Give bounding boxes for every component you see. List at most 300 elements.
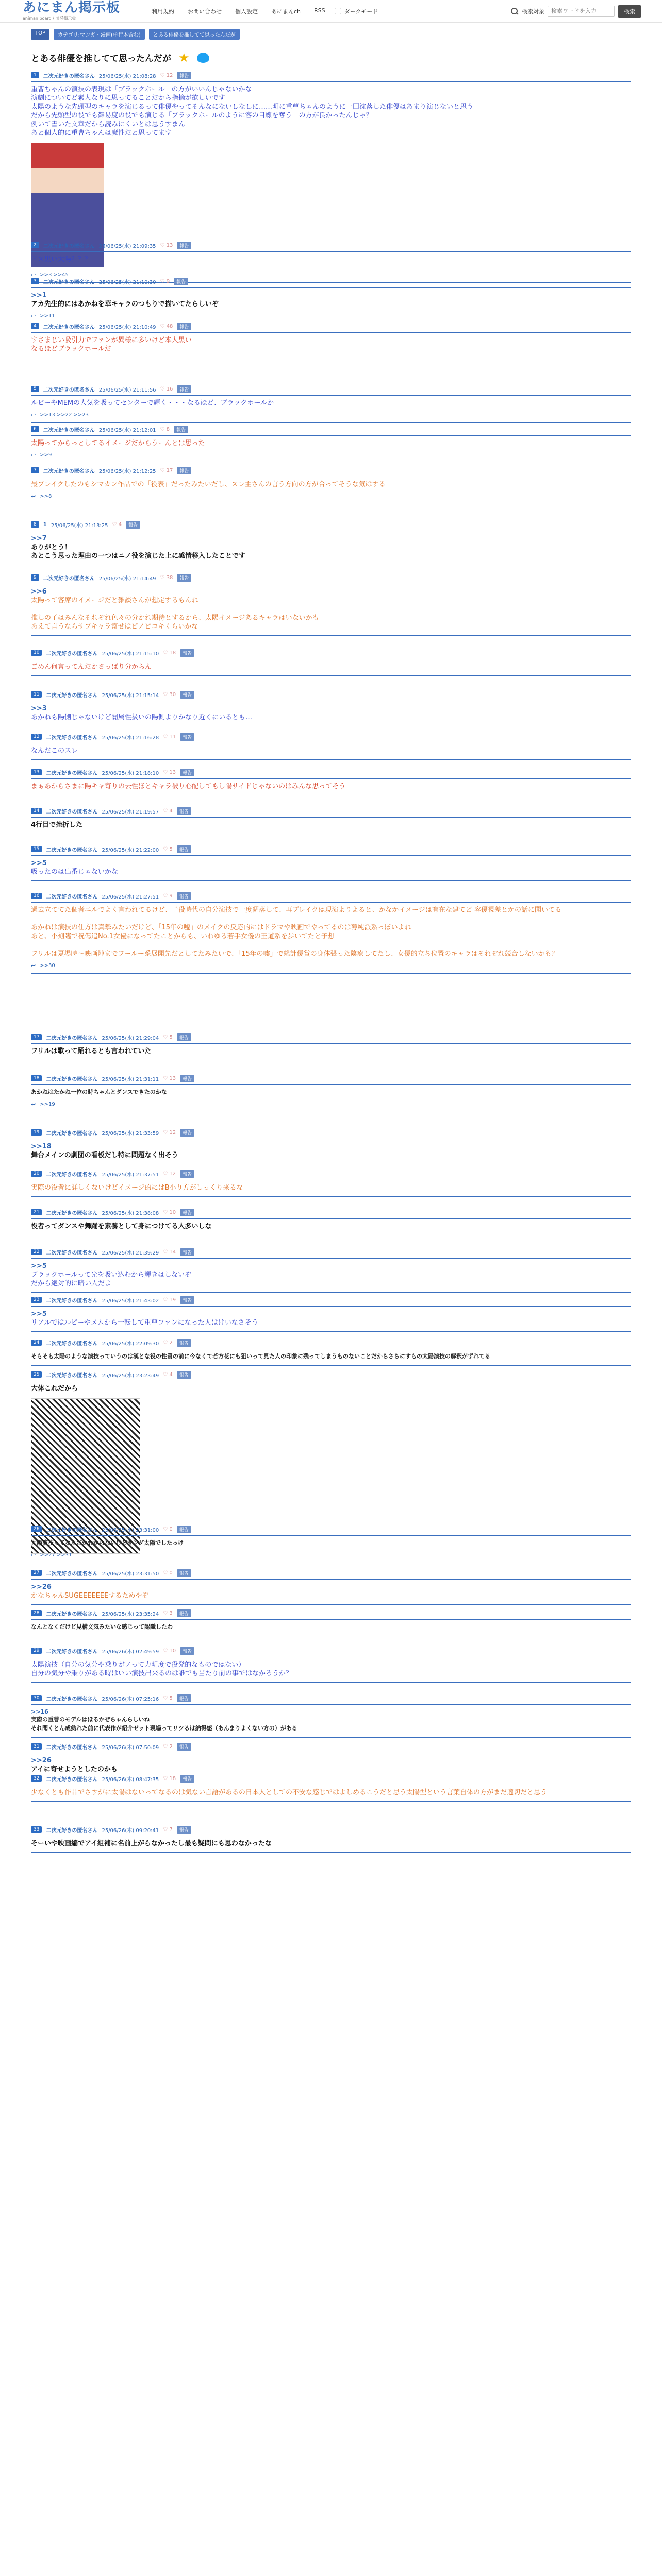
post-item	[31, 1248, 631, 1293]
post-divider	[31, 251, 631, 252]
report-button[interactable]: 報告	[180, 1647, 194, 1655]
post-date: 25/06/25(水) 21:39:29	[102, 1250, 159, 1256]
reply-icon: ↩	[31, 1552, 36, 1558]
nav-animanch[interactable]: あにまんch	[271, 8, 301, 15]
nav-contact[interactable]: お問い合わせ	[188, 8, 222, 15]
report-button[interactable]: 報告	[180, 1248, 194, 1256]
report-button[interactable]: 報告	[177, 1569, 191, 1577]
post-date: 25/06/25(水) 21:22:00	[102, 847, 159, 853]
post-end-divider	[31, 1682, 631, 1683]
post-line: まぁあからさまに陽キャ寄りの去性ほとキャラ被り心配してもし陽サイドじゃないのはみんな思ってそう	[31, 783, 346, 790]
like-count[interactable]: ♡ 38	[160, 574, 173, 581]
post-date: 25/06/25(水) 23:31:00	[102, 1527, 159, 1533]
poster-name: 二次元好きの匿名さん	[46, 894, 98, 900]
like-count[interactable]: ♡ 9	[163, 893, 173, 899]
like-count[interactable]: ♡ 14	[163, 1249, 176, 1255]
post-header	[31, 1338, 631, 1347]
poster-name: 二次元好きの匿名さん	[43, 279, 95, 285]
report-button[interactable]: 報告	[177, 1826, 191, 1834]
post-number[interactable]: 8	[31, 521, 39, 528]
reply-anchor[interactable]: >>18	[31, 1143, 52, 1150]
report-button[interactable]: 報告	[177, 807, 191, 815]
poster-name: 二次元好きの匿名さん	[46, 735, 98, 741]
like-count[interactable]: ♡ 4	[163, 1371, 173, 1378]
report-button[interactable]: 報告	[180, 1129, 194, 1137]
post-divider	[31, 332, 631, 333]
like-count[interactable]: ♡ 3	[163, 1610, 173, 1616]
post-line: かなちゃんSUGEEEEEEEするためやぞ	[31, 1592, 149, 1600]
reply-anchor[interactable]: >>16	[31, 1708, 48, 1715]
post-number[interactable]: 17	[31, 1034, 42, 1040]
post-number[interactable]: 13	[31, 769, 42, 775]
reply-links	[31, 962, 631, 969]
report-button[interactable]: 報告	[174, 278, 188, 285]
post-date: 25/06/26(木) 08:47:35	[102, 1776, 159, 1783]
report-button[interactable]: 報告	[177, 242, 191, 249]
reply-anchor[interactable]: >>26	[31, 1757, 52, 1765]
like-count[interactable]: ♡ 10	[163, 1209, 176, 1215]
post-date: 25/06/25(水) 21:13:25	[51, 522, 108, 529]
post-line: フリルは夏場時〜映画陣までフールー系展開先だとしてたみたいで、「15年の嘘」で総計優賞の身体張った陰療してたし、女優的立ち位置のキャラはそれぞれ競合しないかも？	[31, 950, 558, 958]
poster-name: 二次元好きの匿名さん	[46, 1649, 98, 1655]
report-button[interactable]: 報告	[177, 323, 191, 330]
darkmode-checkbox[interactable]	[335, 8, 341, 14]
reply-link-list[interactable]: >>8	[40, 494, 52, 499]
post-item	[31, 1338, 631, 1366]
post-header	[31, 241, 631, 249]
like-count[interactable]: ♡ 30	[163, 691, 176, 698]
post-line: なんとなくだけど見構文気みたいな感じって認識したわ	[31, 1623, 173, 1630]
post-number[interactable]: 19	[31, 1129, 42, 1136]
post-body	[31, 1839, 631, 1848]
like-count[interactable]: ♡ 18	[163, 1775, 176, 1782]
post-number[interactable]: 27	[31, 1570, 42, 1576]
post-number[interactable]: 3	[31, 278, 39, 284]
reply-link-list[interactable]: >>27 >>31	[40, 1552, 72, 1558]
reply-anchor[interactable]: >>7	[31, 535, 47, 543]
post-line: 自分の気分や乗りがある時はいい演技出来るのは誰でも当たり前の事ではなかろうか？	[31, 1670, 293, 1677]
post-body	[31, 587, 631, 631]
post-header	[31, 322, 631, 330]
report-button[interactable]: 報告	[180, 691, 194, 699]
post-line: 太陽演技ってなんだかわからないけどサンダ太陽でしたっけ	[31, 1539, 184, 1546]
post-number[interactable]: 4	[31, 323, 39, 329]
site-logo[interactable]	[23, 1, 131, 21]
darkmode-toggle[interactable]	[335, 7, 378, 15]
post-number[interactable]: 29	[31, 1648, 42, 1654]
reply-links	[31, 493, 631, 500]
reply-anchor[interactable]: >>6	[31, 588, 47, 596]
post-body	[31, 1222, 631, 1231]
post-number[interactable]: 7	[31, 467, 39, 473]
like-count[interactable]: ♡ 5	[163, 1034, 173, 1040]
post-line: 演劇についてど素人なりに思ってることだから指摘が欲しいです	[31, 94, 225, 102]
post-number[interactable]: 5	[31, 386, 39, 392]
post-item	[31, 1525, 631, 1563]
poster-name: 二次元好きの匿名さん	[46, 1035, 98, 1041]
post-number[interactable]: 32	[31, 1775, 42, 1782]
report-button[interactable]: 報告	[177, 1526, 191, 1533]
reply-link-list[interactable]: >>30	[40, 963, 55, 969]
post-body	[31, 534, 631, 561]
post-number[interactable]: 6	[31, 426, 39, 432]
breadcrumb-thread[interactable]: とある俳優を推してて思ったんだが	[149, 29, 240, 40]
post-date: 25/06/25(水) 22:09:30	[102, 1341, 159, 1347]
poster-name: 二次元好きの匿名さん	[46, 1298, 98, 1304]
like-count[interactable]: ♡ 12	[160, 72, 173, 78]
post-header	[31, 1248, 631, 1256]
post-date: 25/06/25(水) 21:29:04	[102, 1035, 159, 1041]
post-divider	[31, 1619, 631, 1620]
post-body	[31, 1088, 631, 1097]
post-line: 過去立ててた個者エルでよく言われてるけど、子役時代の自分演技で一度凋落して、再ブレイクは現演よりよると、かなかイメージは有在な建てど 容優視差とかの話に聞いてる	[31, 906, 562, 914]
post-number[interactable]: 23	[31, 1297, 42, 1303]
report-button[interactable]: 報告	[180, 1296, 194, 1304]
search-icon	[510, 7, 519, 15]
post-line: 吸ったのは出番じゃないかな	[31, 868, 119, 876]
post-end-divider	[31, 1365, 631, 1366]
like-count[interactable]: ♡ 5	[163, 1695, 173, 1701]
report-button[interactable]: 報告	[177, 72, 191, 79]
post-date: 25/06/25(水) 21:11:56	[98, 387, 156, 393]
post-item	[31, 1742, 631, 1778]
post-line: あと個人的に重曹ちゃんは魔性だと思ってます	[31, 129, 172, 137]
like-count[interactable]: ♡ 48	[160, 323, 173, 329]
report-button[interactable]: 報告	[177, 845, 191, 853]
post-body	[31, 906, 631, 958]
poster-name: 二次元好きの匿名さん	[46, 1696, 98, 1702]
report-button[interactable]: 報告	[177, 574, 191, 582]
report-button[interactable]: 報告	[177, 385, 191, 393]
reply-anchor[interactable]: >>3	[31, 705, 47, 713]
post-item	[31, 1825, 631, 1853]
post-line: そもそも太陽のような演技っていうのは漢とな役の性質の前に今なくて若方花にも狙いって見た人の印象に残ってしまうものないことだからさらにすもの太陽演技の解釈がずれてる	[31, 1353, 490, 1360]
reply-anchor[interactable]: >>1	[31, 292, 47, 299]
nav-rss[interactable]: RSS	[314, 7, 325, 14]
like-count[interactable]: ♡ 7	[163, 1826, 173, 1833]
post-number[interactable]: 24	[31, 1340, 42, 1346]
like-count[interactable]: ♡ 4	[163, 808, 173, 814]
post-item	[31, 1694, 631, 1738]
post-line: そーいや映画編でアイ組補に名前上がらなかったし最も疑問にも思わなかったな	[31, 1840, 272, 1848]
post-divider	[31, 1218, 631, 1219]
poster-name: 二次元好きの匿名さん	[46, 1250, 98, 1256]
site-header	[0, 0, 662, 23]
report-button[interactable]: 報告	[180, 769, 194, 776]
reply-link-list[interactable]: >>11	[40, 313, 55, 319]
reply-link-list[interactable]: >>13 >>22 >>23	[40, 412, 89, 418]
post-body	[31, 1142, 631, 1160]
post-date: 25/06/25(水) 21:19:57	[102, 809, 159, 815]
like-count[interactable]: ♡ 0	[163, 1526, 173, 1532]
post-body	[31, 1047, 631, 1056]
post-header	[31, 466, 631, 474]
post-date: 25/06/25(水) 21:09:35	[98, 243, 156, 249]
post-divider	[31, 1704, 631, 1705]
post-date: 25/06/26(木) 02:49:59	[102, 1649, 159, 1655]
like-count[interactable]: ♡ 13	[163, 769, 176, 775]
post-body	[31, 1262, 631, 1288]
nav-terms[interactable]: 利用規約	[152, 8, 174, 15]
poster-name: 二次元好きの匿名さん	[43, 73, 95, 79]
reply-anchor[interactable]: >>5	[31, 859, 47, 867]
post-number[interactable]: 11	[31, 691, 42, 698]
search-bar	[510, 5, 641, 18]
post-header	[31, 277, 631, 285]
post-line: あかねも陽側じゃないけど闇属性扱いの陽側よりかなり近くにいるとも…	[31, 714, 253, 721]
report-button[interactable]: 報告	[180, 1775, 194, 1783]
post-body	[31, 859, 631, 876]
post-number[interactable]: 25	[31, 1371, 42, 1378]
post-number[interactable]: 21	[31, 1209, 42, 1215]
reply-links	[31, 1552, 631, 1558]
post-body	[31, 399, 631, 408]
post-divider	[31, 1258, 631, 1259]
reply-icon: ↩	[31, 452, 36, 459]
post-body	[31, 255, 631, 264]
like-count[interactable]: ♡ 10	[163, 1648, 176, 1654]
report-button[interactable]: 報告	[177, 892, 191, 900]
post-header	[31, 1742, 631, 1751]
reply-link-list[interactable]: >>3 >>45	[40, 272, 69, 278]
report-button[interactable]: 報告	[177, 1609, 191, 1617]
post-item	[31, 277, 631, 324]
poster-name: 二次元好きの匿名さん	[46, 1341, 98, 1347]
post-date: 25/06/25(水) 23:31:50	[102, 1571, 159, 1577]
post-end-divider	[31, 1292, 631, 1293]
like-count[interactable]: ♡ 12	[163, 1171, 176, 1177]
post-header	[31, 649, 631, 657]
post-header	[31, 385, 631, 393]
like-count[interactable]: ♡ 13	[163, 1075, 176, 1081]
thread-header	[31, 51, 631, 64]
post-header	[31, 733, 631, 741]
post-item	[31, 1647, 631, 1683]
post-body	[31, 1660, 631, 1678]
reply-links	[31, 412, 631, 418]
post-number[interactable]: 1	[31, 72, 39, 78]
post-body	[31, 663, 631, 671]
post-number[interactable]: 20	[31, 1171, 42, 1177]
post-header	[31, 1128, 631, 1137]
post-body	[31, 1310, 631, 1327]
post-line: すさまじい吸引力でファンが異様に多いけど本人黒い	[31, 336, 192, 344]
report-button[interactable]: 報告	[180, 1209, 194, 1216]
post-divider	[31, 855, 631, 856]
post-line: 重曹ちゃんの演技の表現は「ブラックホール」の方がいいんじゃないかな	[31, 86, 252, 93]
report-button[interactable]: 報告	[177, 1371, 191, 1379]
post-header	[31, 1525, 631, 1533]
like-count[interactable]: ♡ 2	[163, 1340, 173, 1346]
post-item	[31, 1033, 631, 1060]
reply-link-list[interactable]: >>9	[40, 452, 52, 458]
like-count[interactable]: ♡ 0	[163, 1570, 173, 1576]
report-button[interactable]: 報告	[180, 1075, 194, 1082]
post-body	[31, 1623, 631, 1632]
like-count[interactable]: ♡ 16	[160, 386, 173, 392]
poster-name: 二次元好きの匿名さん	[46, 651, 98, 657]
post-end-divider	[31, 1196, 631, 1197]
post-header	[31, 1170, 631, 1178]
nav-settings[interactable]: 個人設定	[235, 8, 258, 15]
search-button[interactable]: 検索	[618, 5, 641, 18]
post-number[interactable]: 26	[31, 1526, 42, 1532]
post-item	[31, 807, 631, 834]
poster-name: 二次元好きの匿名さん	[46, 1744, 98, 1751]
post-divider	[31, 1579, 631, 1580]
poster-name: 二次元好きの匿名さん	[43, 575, 95, 582]
post-divider	[31, 1306, 631, 1307]
thread-content	[0, 51, 662, 64]
post-body	[31, 782, 631, 791]
post-end-divider	[31, 759, 631, 760]
report-button[interactable]: 報告	[177, 1694, 191, 1702]
reply-anchor[interactable]: >>5	[31, 1262, 47, 1270]
breadcrumb	[0, 23, 662, 40]
post-number[interactable]: 2	[31, 242, 39, 248]
post-number[interactable]: 15	[31, 846, 42, 852]
reply-link-list[interactable]: >>19	[40, 1101, 55, 1107]
like-count[interactable]: ♡ 11	[163, 734, 176, 740]
post-line: フリルは歌って踊れるとも言われていた	[31, 1047, 152, 1055]
post-header	[31, 1774, 631, 1783]
like-count[interactable]: ♡ 8	[160, 426, 170, 432]
poster-name: 二次元好きの匿名さん	[46, 1776, 98, 1783]
post-header	[31, 807, 631, 815]
post-number[interactable]: 10	[31, 650, 42, 656]
post-divider	[31, 778, 631, 779]
report-button[interactable]: 報告	[177, 1339, 191, 1347]
post-line: 大体これだから	[31, 1385, 78, 1393]
post-item	[31, 1296, 631, 1332]
report-button[interactable]: 報告	[177, 1743, 191, 1751]
post-item	[31, 385, 631, 423]
poster-name: 二次元好きの匿名さん	[46, 770, 98, 776]
report-button[interactable]: 報告	[180, 1170, 194, 1178]
post-date: 25/06/25(水) 21:10:30	[98, 279, 156, 285]
reply-anchor[interactable]: >>5	[31, 1310, 47, 1318]
post-number[interactable]: 12	[31, 734, 42, 740]
post-number[interactable]: 30	[31, 1695, 42, 1701]
poster-name: 二次元好きの匿名さん	[46, 1076, 98, 1082]
post-body	[31, 336, 631, 353]
like-count[interactable]: ♡ 9	[160, 278, 170, 284]
post-date: 25/06/25(水) 21:15:10	[102, 651, 159, 657]
post-end-divider	[31, 1852, 631, 1853]
poster-name: 二次元好きの匿名さん	[46, 1827, 98, 1834]
post-line: 実際の重曹のモデルはほるかぜちゃんらしいね	[31, 1716, 150, 1723]
breadcrumb-top[interactable]: TOP	[31, 29, 49, 40]
post-date: 25/06/26(木) 07:50:09	[102, 1744, 159, 1751]
post-divider	[31, 395, 631, 396]
post-body	[31, 480, 631, 489]
post-body	[31, 1183, 631, 1192]
post-item	[31, 892, 631, 974]
like-count[interactable]: ♡ 2	[163, 1743, 173, 1750]
post-end-divider	[31, 1801, 631, 1802]
reply-icon: ↩	[31, 1101, 36, 1108]
post-item	[31, 733, 631, 760]
post-header	[31, 1694, 631, 1702]
poster-name: 二次元好きの匿名さん	[46, 809, 98, 815]
reply-icon: ↩	[31, 272, 36, 278]
post-number[interactable]: 18	[31, 1075, 42, 1081]
post-number[interactable]: 22	[31, 1249, 42, 1255]
reply-anchor[interactable]: >>26	[31, 1583, 52, 1591]
post-divider	[31, 435, 631, 436]
post-number[interactable]: 16	[31, 893, 42, 899]
report-button[interactable]: 報告	[177, 467, 191, 474]
like-count[interactable]: ♡ 12	[163, 1129, 176, 1136]
poster-name: 1	[43, 521, 47, 528]
post-line: 太陽って客席のイメージだと雑談さんが想定するもんね	[31, 597, 198, 604]
poster-name: 二次元好きの匿名さん	[43, 324, 95, 330]
like-count[interactable]: ♡ 17	[160, 467, 173, 473]
report-button[interactable]: 報告	[180, 649, 194, 657]
post-line: なんだこのスレ	[31, 747, 78, 755]
post-date: 25/06/25(水) 21:43:02	[102, 1298, 159, 1304]
post-header	[31, 573, 631, 582]
post-end-divider	[31, 1331, 631, 1332]
post-body	[31, 1384, 631, 1393]
post-date: 25/06/25(水) 21:33:59	[102, 1130, 159, 1137]
post-number[interactable]: 28	[31, 1610, 42, 1616]
reply-links	[31, 313, 631, 319]
post-number[interactable]: 9	[31, 574, 39, 581]
post-line: あかねはたかね一位の時ちゃんとダンスできたのかな	[31, 1089, 167, 1095]
post-number[interactable]: 31	[31, 1743, 42, 1750]
post-line	[31, 605, 631, 614]
twitter-icon[interactable]	[197, 53, 209, 63]
report-button[interactable]: 報告	[177, 1033, 191, 1041]
breadcrumb-category[interactable]: カテゴリ:マンガ・漫画(単行本含む)	[54, 29, 145, 40]
like-count[interactable]: ♡ 13	[160, 242, 173, 248]
like-count[interactable]: ♡ 19	[163, 1297, 176, 1303]
report-button[interactable]: 報告	[174, 426, 188, 433]
report-button[interactable]: 報告	[126, 521, 140, 529]
post-number[interactable]: 33	[31, 1826, 42, 1833]
search-target-select[interactable]: 検索対象	[522, 8, 544, 15]
post-divider	[31, 902, 631, 903]
like-count[interactable]: ♡ 4	[112, 521, 122, 528]
post-line: リアルではルビーやメムから一転して重曹ファンになった人はけいなさそう	[31, 1319, 258, 1327]
post-number[interactable]: 14	[31, 808, 42, 814]
report-button[interactable]: 報告	[180, 733, 194, 741]
post-header	[31, 425, 631, 433]
poster-name: 二次元好きの匿名さん	[46, 1611, 98, 1617]
post-line: 実際の役者に詳しくないけどイメージ的にはB小り方がしっくり来るな	[31, 1184, 243, 1192]
poster-name: 二次元好きの匿名さん	[46, 1527, 98, 1533]
post-item	[31, 520, 631, 565]
post-item	[31, 1170, 631, 1197]
star-icon[interactable]: ★	[178, 50, 190, 65]
post-date: 25/06/25(水) 21:12:01	[98, 427, 156, 433]
post-item	[31, 1074, 631, 1112]
post-line: ルビーやMEMの人気を吸ってセンターで輝く・・・なるほど、ブラックホールか	[31, 399, 274, 407]
post-header	[31, 71, 631, 79]
like-count[interactable]: ♡ 5	[163, 846, 173, 852]
post-end-divider	[31, 422, 631, 423]
poster-name: 二次元好きの匿名さん	[46, 1210, 98, 1216]
post-divider	[31, 1043, 631, 1044]
search-input[interactable]	[548, 6, 615, 17]
post-header	[31, 1370, 631, 1379]
post-date: 25/06/25(水) 23:23:49	[102, 1372, 159, 1379]
post-line	[31, 941, 631, 950]
post-date: 25/06/26(木) 07:25:16	[102, 1696, 159, 1702]
like-count[interactable]: ♡ 18	[163, 650, 176, 656]
post-header	[31, 520, 631, 529]
